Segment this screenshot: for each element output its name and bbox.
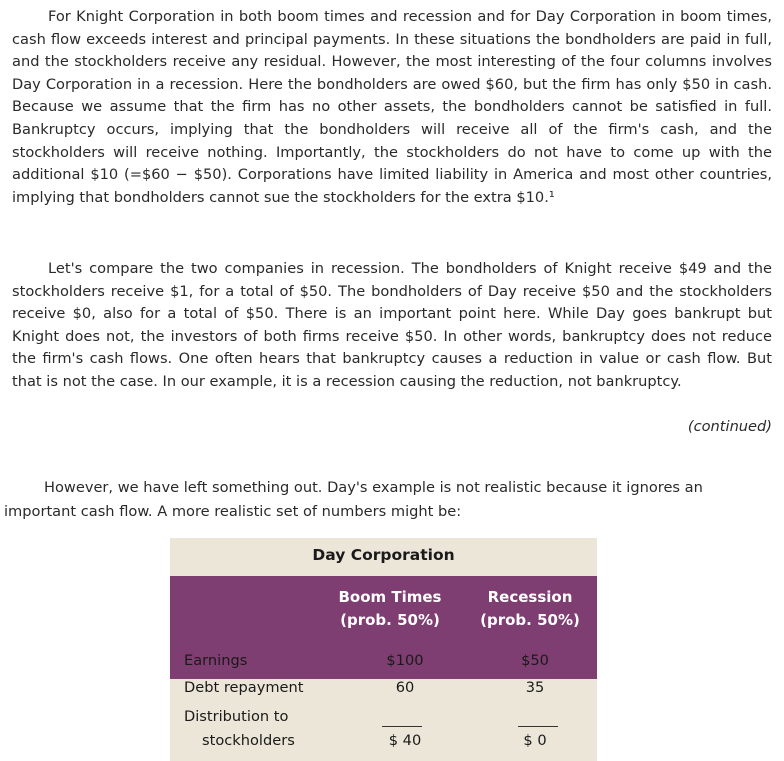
row-label-debt-repayment: Debt repayment: [184, 679, 304, 696]
sum-rule-boom: [382, 726, 422, 727]
column-header-recession-title: Recession: [487, 588, 573, 606]
column-header-recession-prob: (prob. 50%): [480, 611, 580, 629]
continued-label: (continued): [687, 418, 772, 435]
column-header-boom: [325, 586, 455, 632]
cell-debt-recession: 35: [525, 679, 545, 696]
row-label-stockholders: stockholders: [202, 732, 295, 749]
day-corporation-table: [170, 538, 597, 761]
row-label-distribution: Distribution to: [184, 708, 289, 725]
table-title: Day Corporation: [312, 546, 455, 564]
column-header-boom-prob: (prob. 50%): [340, 611, 440, 629]
paragraph-realistic-numbers: However, we have left something out. Day's example is not realistic because it ignores an important cash flow. A more realistic set of numbers might be:: [4, 479, 703, 520]
cell-distribution-recession: $ 0: [523, 732, 547, 749]
sum-rule-recession: [518, 726, 558, 727]
cell-debt-boom: 60: [395, 679, 415, 696]
column-header-boom-title: Boom Times: [338, 588, 442, 606]
paragraph-recession-comparison: Let's compare the two companies in recession. The bondholders of Knight receive $49 and the stockholders receive $1, for a total of $50. The bondholders of Day receive $50 and the stockholders receive $0, also for a total of $50. There is an important point here. While Day goes bankrupt but Knight does not, the investors of both firms receive $50. In other words, bankruptcy does not reduce the firm's cash flows. One often hears that bankruptcy causes a reduction in value or cash flow. But that is not the case. In our example, it is a recession causing the reduction, not bankruptcy.: [12, 260, 772, 390]
cell-earnings-boom: $100: [386, 652, 424, 669]
cell-earnings-recession: $50: [521, 652, 549, 669]
cell-distribution-boom: $ 40: [388, 732, 422, 749]
row-label-earnings: Earnings: [184, 652, 248, 669]
column-header-recession: [470, 586, 590, 632]
paragraph-bankruptcy-scenarios: For Knight Corporation in both boom times and recession and for Day Corporation in boom times, cash flow exceeds interest and principal payments. In these situations the bondholders are paid in full, and the stockholders receive any residual. However, the most interesting of the four columns involves Day Corporation in a recession. Here the bondholders are owed $60, but the firm has only $50 in cash. Because we assume that the firm has no other assets, the bondholders cannot be satisfied in full. Bankruptcy occurs, implying that the bondholders will receive all of the firm's cash, and the stockholders will receive nothing. Importantly, the stockholders do not have to come up with the additional $10 (=$60 − $50). Corporations have limited liability in America and most other countries, implying that bondholders cannot sue the stockholders for the extra $10.¹: [12, 8, 772, 206]
